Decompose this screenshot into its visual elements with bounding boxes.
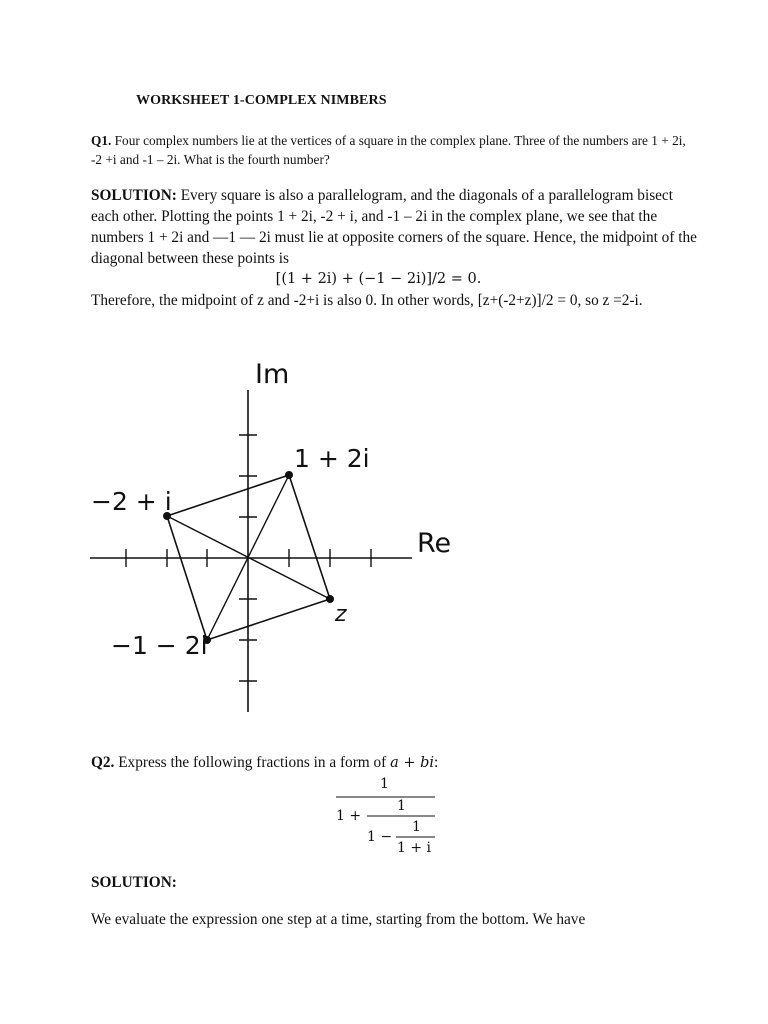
solution-2-label: SOLUTION:	[91, 874, 177, 891]
question-2-text: Express the following fractions in a form of	[118, 754, 387, 771]
solution-2-text: We evaluate the expression one step at a time, starting from the bottom. We have	[91, 911, 586, 928]
fraction-one-minus: 1 −	[367, 829, 393, 845]
re-axis-label: Re	[417, 528, 452, 559]
fraction-one-plus: 1 +	[336, 808, 362, 824]
label-minus-2-plus-i: −2 + i	[91, 487, 172, 516]
fraction-inner-denominator: 1 + i	[397, 840, 432, 856]
fraction-mid-numerator: 1	[397, 798, 406, 814]
solution-1-paragraph-2: Therefore, the midpoint of z and -2+i is also 0. In other words, [z+(-2+z)]/2 = 0, so z =2-i.	[91, 292, 643, 309]
label-1-plus-2i: 1 + 2i	[294, 444, 370, 473]
worksheet-title: WORKSHEET 1-COMPLEX NIMBERS	[136, 93, 387, 108]
midpoint-equation: [(1 + 2i) + (−1 − 2i)]/2 = 0.	[275, 271, 482, 287]
point-z	[326, 595, 334, 603]
question-2-label: Q2.	[91, 754, 115, 771]
question-1-label: Q1.	[91, 133, 112, 148]
point-1-plus-2i	[285, 471, 293, 479]
solution-1-label: SOLUTION:	[91, 187, 177, 204]
label-z: z	[335, 602, 347, 627]
label-minus-1-minus-2i: −1 − 2i	[111, 631, 208, 660]
fraction-inner-numerator: 1	[412, 819, 421, 835]
fraction-top-numerator: 1	[380, 776, 389, 792]
question-2-colon: :	[434, 754, 439, 771]
im-axis-label: Im	[255, 359, 290, 390]
solution-1-paragraph-1: Every square is also a parallelogram, and the diagonals of a parallelogram bisect each other. Plotting the points 1 + 2i, -2 + i, and -1 – 2i in the complex plane, we see that the numbers 1 + 2i and —1 — 2i must lie at opposite corners of the square. Hence, the midpoint of the diagonal between these points is	[91, 187, 697, 267]
question-2-form: a + bi	[390, 755, 435, 771]
continued-fraction	[330, 770, 450, 860]
question-1-text: Four complex numbers lie at the vertices of a square in the complex plane. Three of the numbers are 1 + 2i, -2 +i and -1 – 2i. What is the fourth number?	[91, 133, 686, 167]
